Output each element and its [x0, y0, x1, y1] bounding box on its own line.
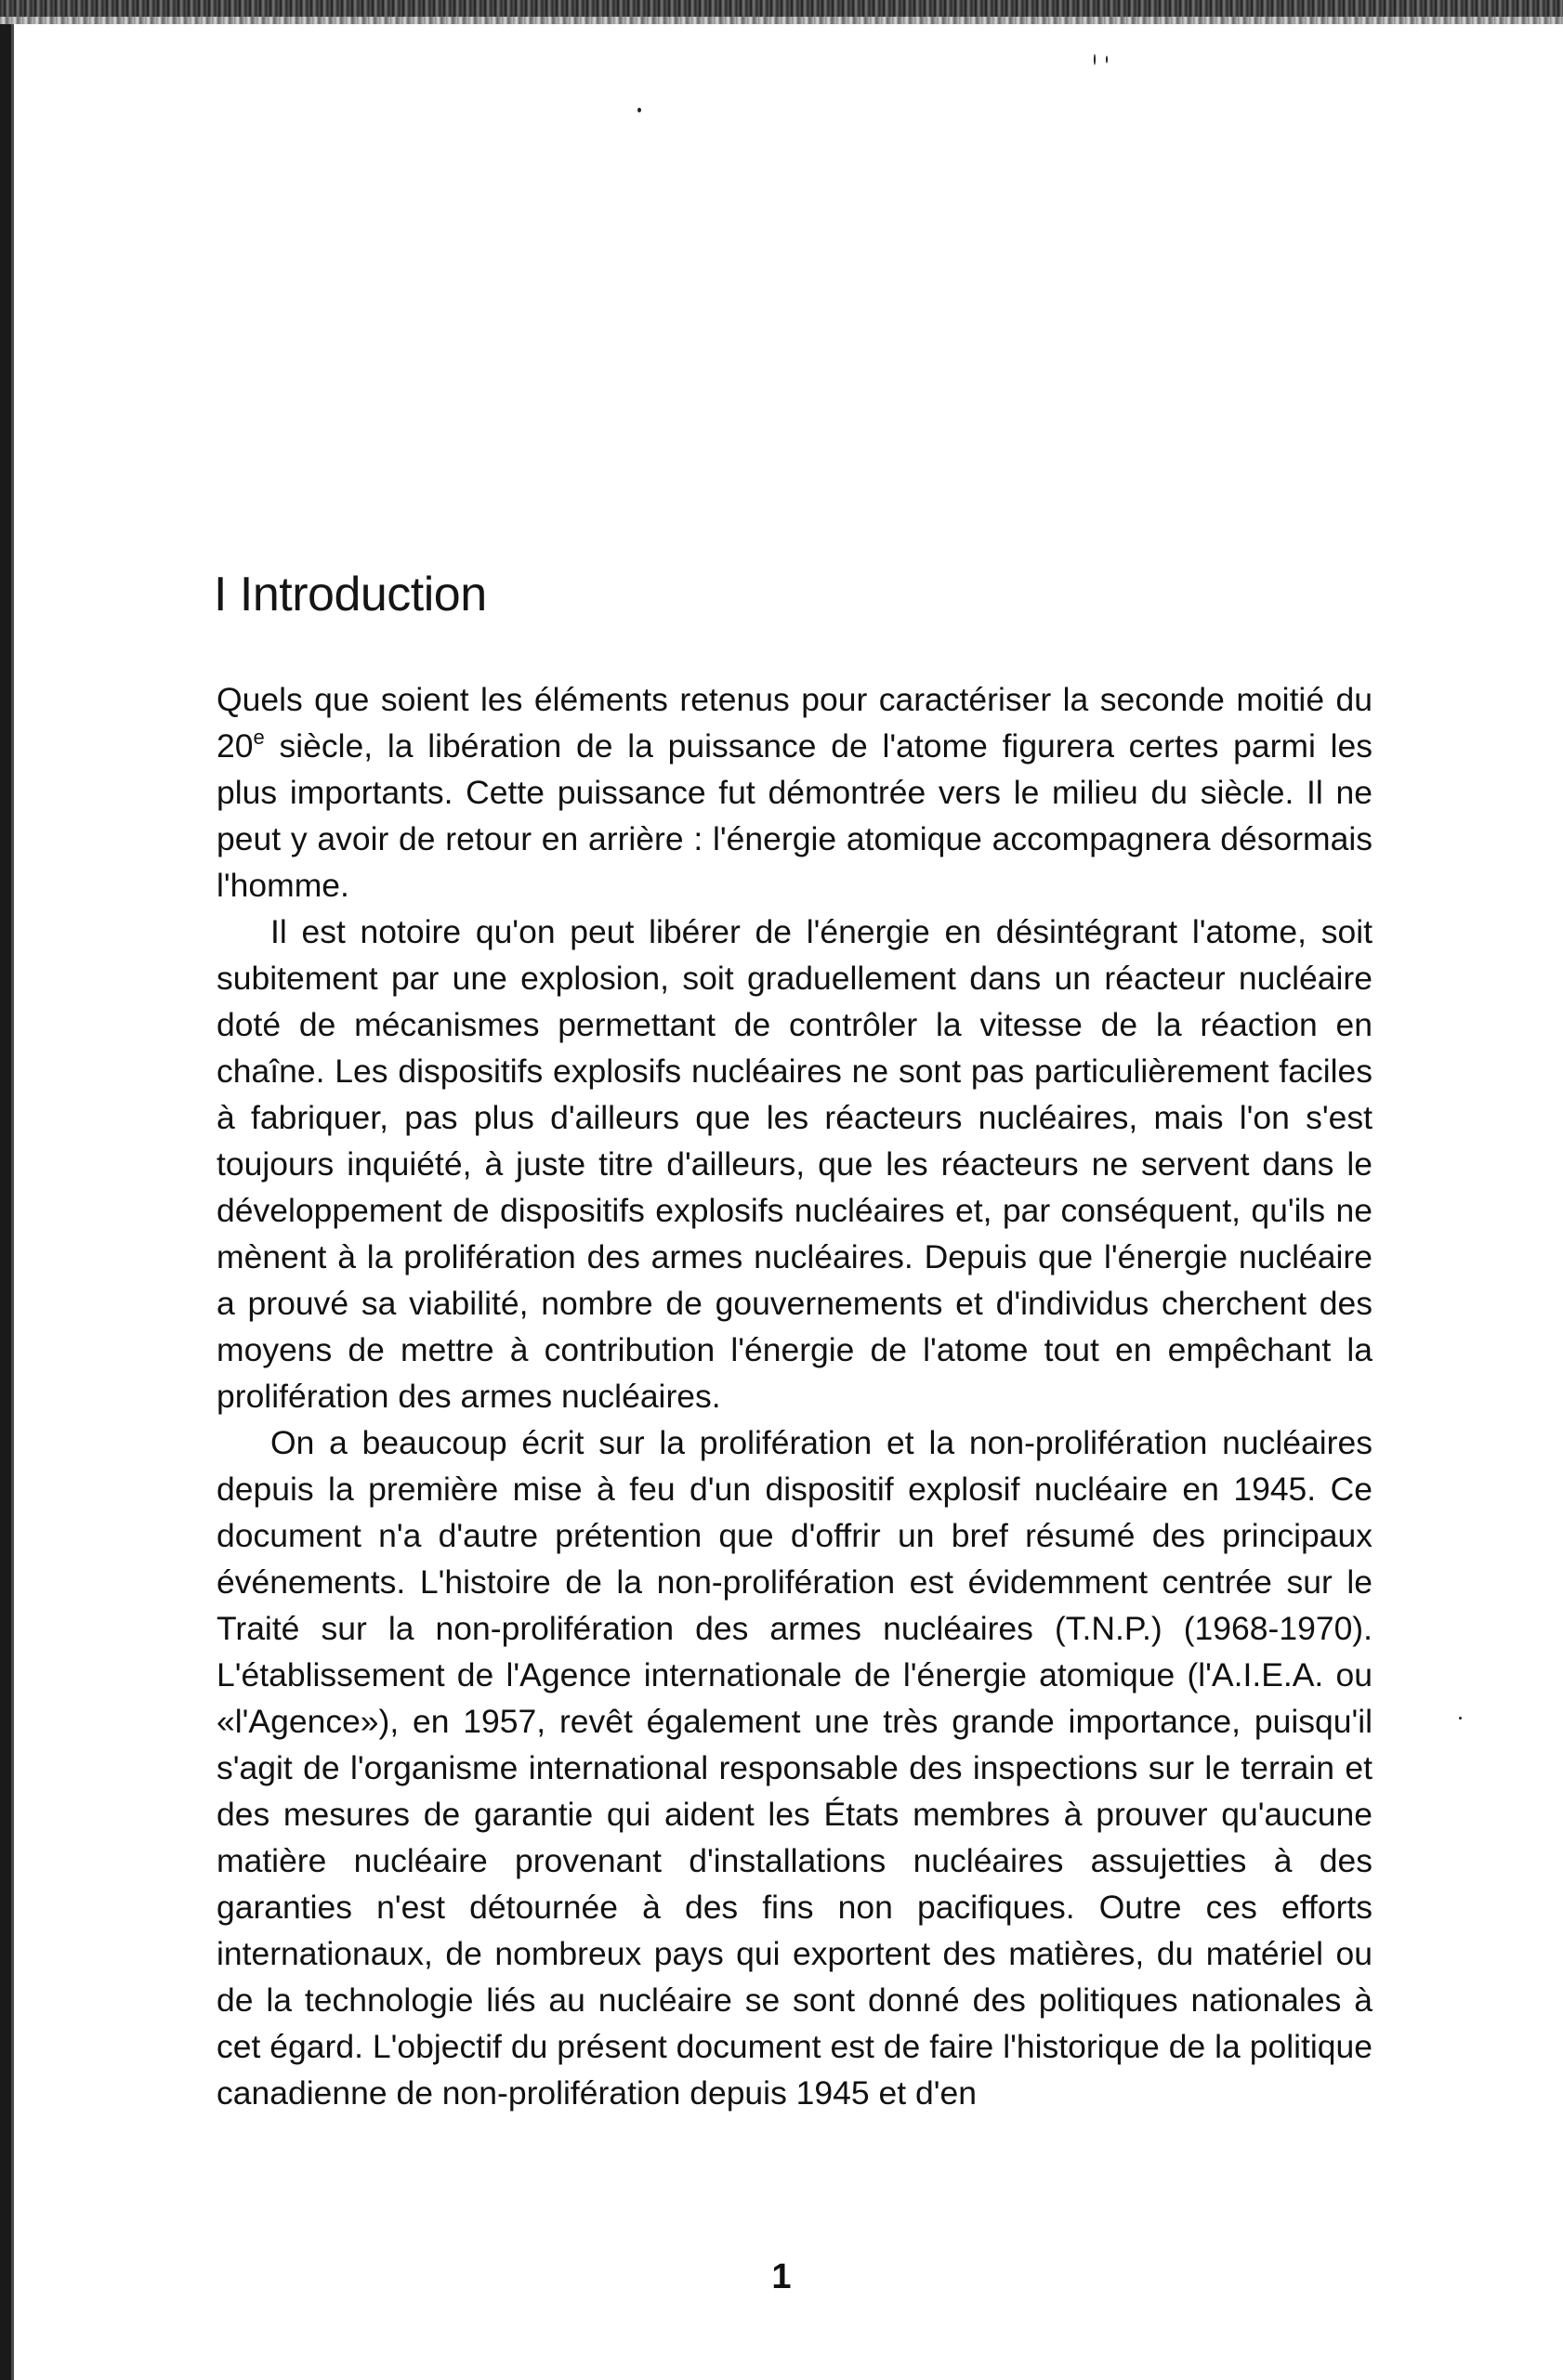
paragraph-1-text-start: Quels que soient les éléments retenus pour caractériser la seconde moitié du 20	[217, 681, 1373, 765]
paragraph-1-text-end: siècle, la libération de la puissance de l'atome figurera certes parmi les plus importants. Cette puissance fut démontrée vers le milieu du siècle. Il ne peut y avoir de retour en arrière : l'énergie atomique accompagnera désormais l'homme.	[217, 727, 1373, 904]
scan-binding-edge	[0, 24, 11, 2380]
page-number: 1	[771, 2257, 792, 2296]
century-superscript: e	[253, 726, 265, 749]
section-heading: I Introduction	[214, 568, 487, 621]
scan-speck	[1106, 56, 1108, 63]
paragraph-3: On a beaucoup écrit sur la prolifération et la non-prolifération nucléaires depuis la première mise à feu d'un dispositif explosif nucléaire en 1945. Ce document n'a d'autre prétention que d'offrir un bref résumé des principaux événements. L'histoire de la non-prolifération est évidemment centrée sur le Traité sur la non-prolifération des armes nucléaires (T.N.P.) (1968-1970). L'établissement de l'Agence internationale de l'énergie atomique (l'A.I.E.A. ou «l'Agence»), en 1957, revêt également une très grande importance, puisqu'il s'agit de l'organisme international responsable des inspections sur le terrain et des mesures de garantie qui aident les États membres à prouver qu'aucune matière nucléaire provenant d'installations nucléaires assujetties à des garanties n'est détournée à des fins non pacifiques. Outre ces efforts internationaux, de nombreux pays qui exportent des matières, du matériel ou de la technologie liés au nucléaire se sont donné des politiques nationales à cet égard. L'objectif du présent document est de faire l'historique de la politique canadienne de non-prolifération depuis 1945 et d'en	[217, 1424, 1373, 2112]
scan-top-edge-inner	[0, 17, 1563, 24]
body-text	[217, 676, 1373, 2116]
paragraph-1	[217, 676, 1373, 909]
scan-speck	[637, 108, 641, 112]
scan-binding-shadow	[11, 24, 14, 2380]
scan-speck	[1459, 1717, 1462, 1720]
paragraph-2: Il est notoire qu'on peut libérer de l'énergie en désintégrant l'atome, soit subitement par une explosion, soit graduellement dans un réacteur nucléaire doté de mécanismes permettant de contrôler la vitesse de la réaction en chaîne. Les dispositifs explosifs nucléaires ne sont pas particulièrement faciles à fabriquer, pas plus d'ailleurs que les réacteurs nucléaires, mais l'on s'est toujours inquiété, à juste titre d'ailleurs, que les réacteurs ne servent dans le développement de dispositifs explosifs nucléaires et, par conséquent, qu'ils ne mènent à la prolifération des armes nucléaires. Depuis que l'énergie nucléaire a prouvé sa viabilité, nombre de gouvernements et d'individus cherchent des moyens de mettre à contribution l'énergie de l'atome tout en empêchant la prolifération des armes nucléaires.	[217, 913, 1373, 1415]
scan-speck	[1094, 54, 1096, 65]
